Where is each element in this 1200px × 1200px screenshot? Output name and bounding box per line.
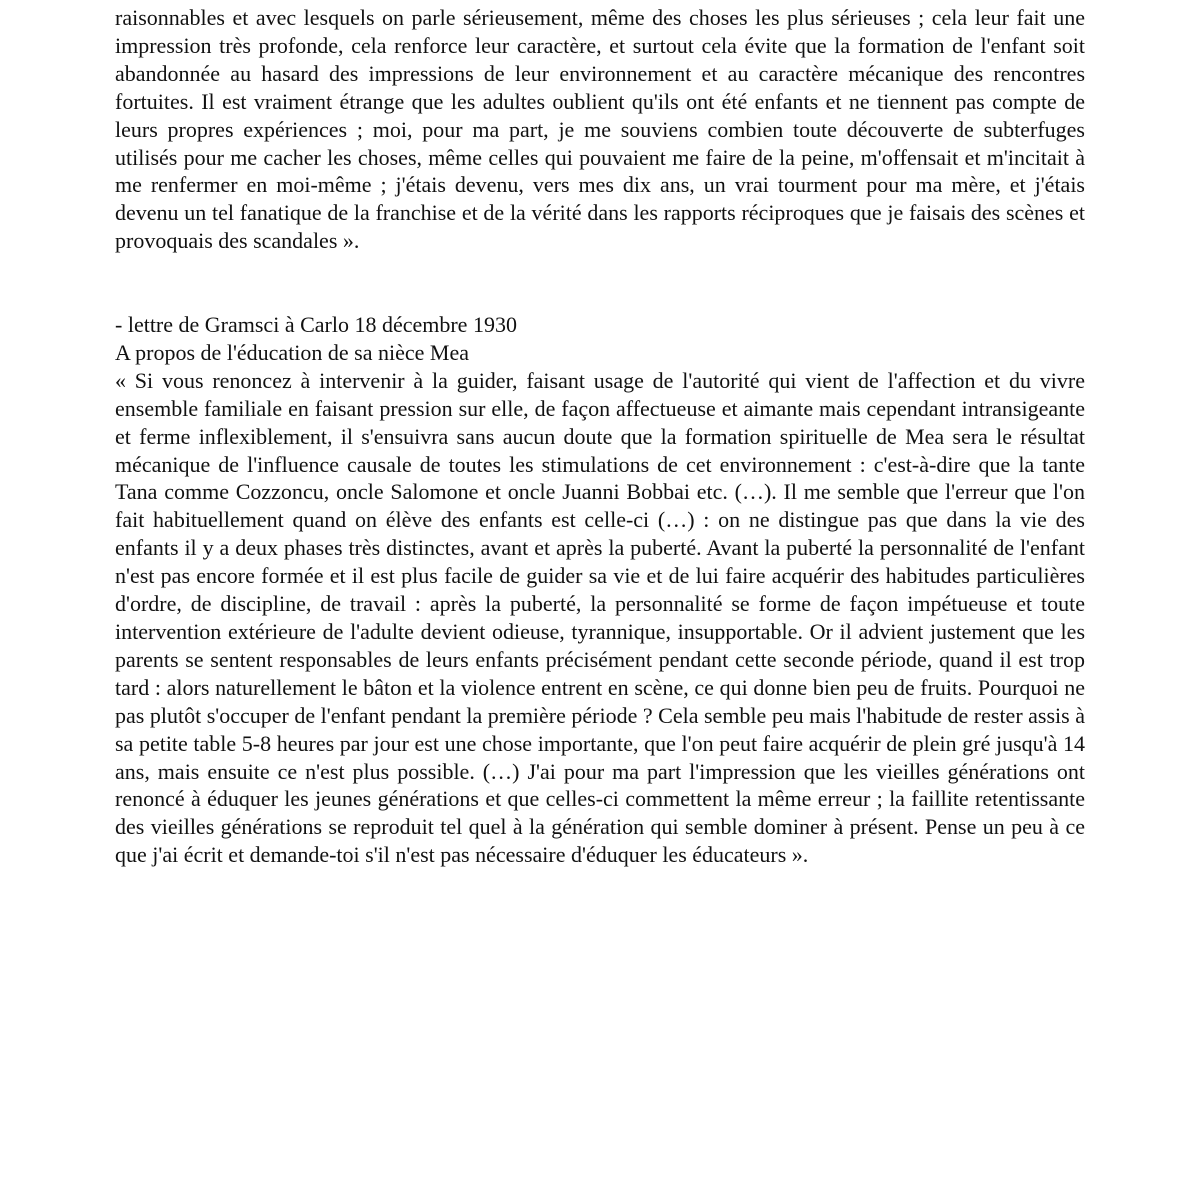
letter-subheading: A propos de l'éducation de sa nièce Mea: [115, 339, 470, 365]
continued-paragraph: raisonnables et avec lesquels on parle sérieusement, même des choses les plus sérieuses ; cela leur fait une impression très profonde, cela renforce leur caractère, et surtout cela évite que la formation de l'enfant soit abandonnée au hasard des impressions de leur environnement et au caractère mécanique des rencontres fortuites. Il est vraiment étrange que les adultes oublient qu'ils ont été enfants et ne tiennent pas compte de leurs propres expériences ; moi, pour ma part, je me souviens combien toute découverte de subterfuges utilisés pour me cacher les choses, même celles qui pouvaient me faire de la peine, m'offensait et m'incitait à me renfermer en moi-même ; j'étais devenu, vers mes dix ans, un vrai tourment pour ma mère, et j'étais devenu un tel fanatique de la franchise et de la vérité dans les rapports réciproques que je faisais des scènes et provoquais des scandales ».: [115, 5, 1085, 254]
letter-quote: « Si vous renoncez à intervenir à la guider, faisant usage de l'autorité qui vient de l'affection et du vivre ensemble familiale en faisant pression sur elle, de façon affectueuse et aimante mais cependant intransigeante et ferme inflexiblement, il s'ensuivra sans aucun doute que la formation spirituelle de Mea sera le résultat mécanique de l'influence causale de toutes les stimulations de cet environnement : c'est-à-dire que la tante Tana comme Cozzoncu, oncle Salomone et oncle Juanni Bobbai etc. (…). Il me semble que l'erreur que l'on fait habituellement quand on élève des enfants est celle-ci (…) : on ne distingue pas que dans la vie des enfants il y a deux phases très distinctes, avant et après la puberté. Avant la puberté la personnalité de l'enfant n'est pas encore formée et il est plus facile de guider sa vie et de lui faire acquérir des habitudes particulières d'ordre, de discipline, de travail : après la puberté, la personnalité se forme de façon impétueuse et toute intervention extérieure de l'adulte devient odieuse, tyrannique, insupportable. Or il advient justement que les parents se sentent responsables de leurs enfants précisément pendant cette seconde période, quand il est trop tard : alors naturellement le bâton et la violence entrent en scène, ce qui donne bien peu de fruits. Pourquoi ne pas plutôt s'occuper de l'enfant pendant la première période ? Cela semble peu mais l'habitude de rester assis à sa petite table 5-8 heures par jour est une chose importante, que l'on peut faire acquérir de plein gré jusqu'à 14 ans, mais ensuite ce n'est plus possible. (…) J'ai pour ma part l'impression que les vieilles générations ont renoncé à éduquer les jeunes générations et que celles-ci commettent la même erreur ; la faillite retentissante des vieilles générations se reproduit tel quel à la génération qui semble dominer à présent. Pense un peu à ce que j'ai écrit et demande-toi s'il n'est pas nécessaire d'éduquer les éducateurs ».: [115, 367, 1085, 868]
letter-heading: - lettre de Gramsci à Carlo 18 décembre 1930: [115, 312, 517, 337]
letter-section: [115, 311, 1085, 869]
